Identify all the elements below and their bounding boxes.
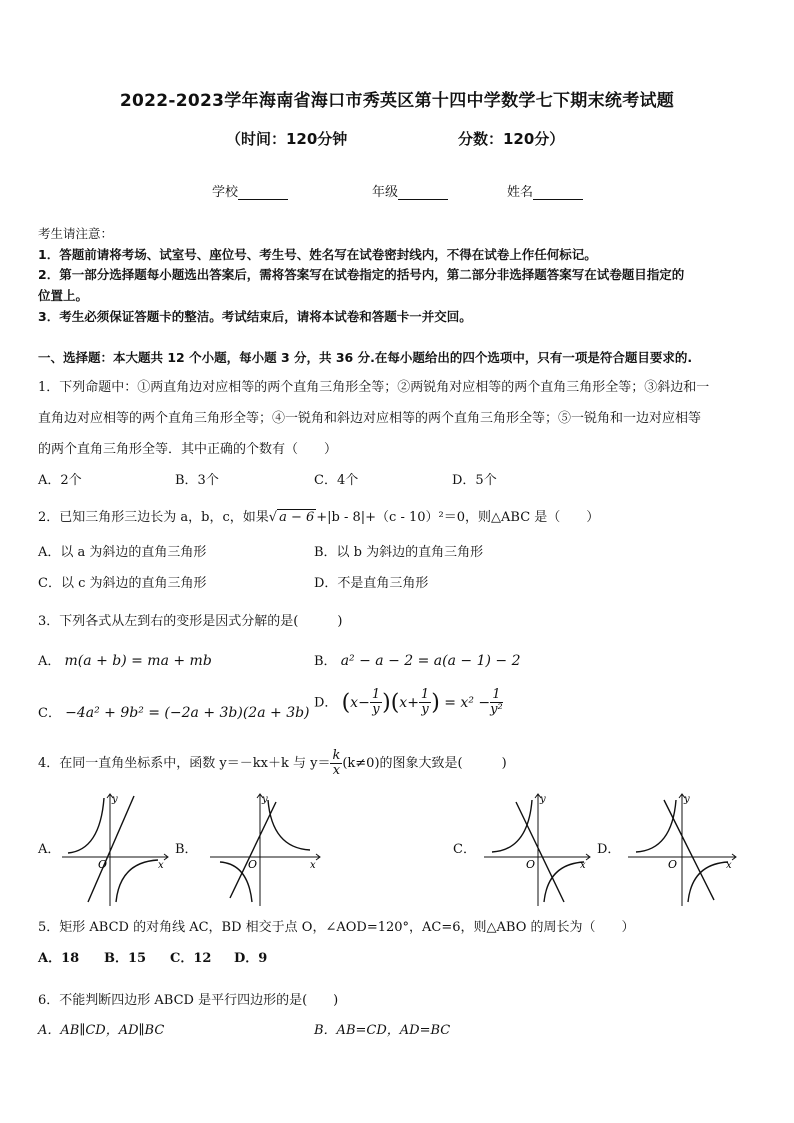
- line-graph: [88, 796, 134, 902]
- origin-label: O: [98, 858, 108, 871]
- numerator: 1: [490, 688, 503, 703]
- fraction-1-over-y: [419, 688, 431, 717]
- q5-option-d: D．9: [234, 951, 268, 966]
- paren: ): [431, 690, 440, 715]
- q3-option-c: [38, 702, 310, 721]
- q4-graph-a: [62, 790, 172, 910]
- q3-expr-d: (x− $\frac{1}{y}$ )(x+ $\frac{1}{y}$ ) = x² − $\frac{1}{\text{y²}}$: [341, 687, 503, 717]
- x-label: x: [580, 860, 586, 871]
- var-x: x: [399, 694, 408, 711]
- line-graph: [230, 802, 276, 898]
- rhs: = x² −: [444, 694, 491, 711]
- hyperbola-branch: [492, 800, 532, 852]
- fraction-1-over-y: [370, 688, 382, 717]
- q2-option-c: C．以 c 为斜边的直角三角形: [38, 576, 207, 591]
- exam-score: 分数：120分）: [458, 130, 565, 148]
- name-field: [507, 181, 583, 200]
- q4-label-d: D．: [597, 842, 621, 857]
- hyperbola-branch: [268, 800, 310, 850]
- x-label: x: [726, 860, 732, 871]
- y-label: y: [684, 794, 690, 805]
- q3-stem: 3．下列各式从左到右的变形是因式分解的是( ): [38, 614, 343, 629]
- q4-pre: 4．在同一直角坐标系中，函数 y＝－kx＋k 与 y＝: [38, 756, 331, 771]
- q5-option-c: C．12: [170, 951, 212, 966]
- y-label: y: [540, 794, 546, 805]
- numerator: 1: [420, 687, 430, 702]
- notice-item: 3．考生必须保证答题卡的整洁。考试结束后，请将本试卷和答题卡一并交回。: [38, 309, 472, 324]
- notice-item: 2．第一部分选择题每小题选出答案后，需将答案写在试卷指定的括号内，第二部分非选择题答案写在试卷题目指定的: [38, 267, 685, 282]
- q2-post: +|b - 8|+（c - 10）²＝0，则△ABC 是（ ）: [316, 510, 600, 525]
- x-label: x: [158, 860, 164, 871]
- q5-option-a: A．18: [38, 951, 80, 966]
- y-label: y: [262, 794, 268, 805]
- q6-option-a: A．AB∥CD，AD∥BC: [38, 1023, 165, 1038]
- grade-blank: [398, 187, 448, 200]
- q1-option-b: B．3个: [175, 473, 219, 488]
- q3-expr-a: m(a + b) = ma + mb: [64, 653, 212, 669]
- paren: (: [390, 690, 400, 715]
- fraction-1-over-y2: [490, 688, 503, 717]
- q3-expr-b: a² − a − 2 = a(a − 1) − 2: [340, 653, 521, 669]
- section-heading: 一、选择题：本大题共 12 个小题，每小题 3 分，共 36 分.在每小题给出的四个选项中，只有一项是符合题目要求的.: [38, 350, 693, 365]
- hyperbola-branch: [688, 862, 728, 902]
- q1-option-d: D．5个: [452, 473, 497, 488]
- q5-option-b: B．15: [104, 951, 147, 966]
- paren: ): [382, 690, 391, 715]
- grade-field: [372, 181, 448, 200]
- q1-line: 1．下列命题中：①两直角边对应相等的两个直角三角形全等；②两锐角对应相等的两个直角三角形全等；③斜边和一: [38, 380, 710, 395]
- notice-item: 1．答题前请将考场、试室号、座位号、考生号、姓名写在试卷密封线内，不得在试卷上作任何标记。: [38, 247, 597, 262]
- line-graph: [516, 802, 564, 902]
- page-title: 2022-2023学年海南省海口市秀英区第十四中学数学七下期末统考试题: [119, 91, 675, 111]
- denominator: y: [421, 702, 429, 717]
- q3-label-d: D．: [314, 695, 338, 711]
- q3-label-a: A．: [38, 654, 61, 669]
- q2-pre: 2．已知三角形三边长为 a，b，c，如果: [38, 510, 269, 525]
- denominator: x: [332, 763, 341, 778]
- hyperbola-branch: [68, 798, 104, 853]
- q5-stem: 5．矩形 ABCD 的对角线 AC，BD 相交于点 O，∠AOD=120°，AC=6，则△ABO 的周长为（ ）: [38, 920, 635, 935]
- grade-label: 年级: [372, 185, 399, 200]
- q4-graph-b: [210, 790, 325, 910]
- q4-graph-c: [484, 790, 594, 910]
- q1-line: 直角边对应相等的两个直角三角形全等；④一锐角和斜边对应相等的两个直角三角形全等；⑤一锐角和一边对应相等: [38, 411, 702, 426]
- q2-option-d: D．不是直角三角形: [314, 576, 429, 591]
- q2-stem: [38, 506, 599, 525]
- q1-option-c: C．4个: [314, 473, 359, 488]
- exam-time: （时间：120分钟: [226, 130, 348, 148]
- notice-heading: 考生请注意：: [38, 226, 114, 241]
- numerator: 1: [371, 687, 381, 702]
- origin-label: O: [526, 858, 536, 871]
- q3-label-c: C．: [38, 706, 61, 721]
- q3-option-d: [314, 688, 503, 717]
- denominator: y²: [490, 702, 503, 717]
- var-x: x: [350, 694, 359, 711]
- hyperbola-branch: [544, 862, 584, 902]
- line-graph: [664, 800, 714, 900]
- q2-option-a: A．以 a 为斜边的直角三角形: [38, 545, 207, 560]
- q1-line: 的两个直角三角形全等．其中正确的个数有（ ）: [38, 442, 338, 457]
- school-label: 学校: [212, 185, 239, 200]
- notice-item: 位置上。: [38, 288, 89, 303]
- q3-label-b: B．: [314, 654, 337, 669]
- hyperbola-branch: [636, 800, 676, 852]
- fraction-k-over-x: [330, 749, 342, 778]
- q4-label-a: A．: [38, 842, 61, 857]
- q1-option-a: A．2个: [38, 473, 82, 488]
- origin-label: O: [668, 858, 678, 871]
- numerator: k: [332, 748, 341, 763]
- name-label: 姓名: [507, 185, 534, 200]
- x-label: x: [310, 860, 316, 871]
- origin-label: O: [248, 858, 258, 871]
- q4-label-c: C．: [453, 842, 476, 857]
- q2-option-b: B．以 b 为斜边的直角三角形: [314, 545, 484, 560]
- y-label: y: [112, 794, 118, 805]
- sqrt-symbol: √: [268, 510, 278, 525]
- q3-option-a: [38, 650, 212, 669]
- school-blank: [238, 187, 288, 200]
- paren: (: [341, 690, 351, 715]
- denominator: y: [372, 702, 380, 717]
- q2-sqrt: a − 6: [279, 510, 315, 525]
- q4-label-b: B．: [175, 842, 198, 857]
- q4-post: (k≠0)的图象大致是( ): [342, 756, 507, 771]
- q4-stem: [38, 749, 507, 778]
- q6-option-b: B．AB=CD，AD=BC: [314, 1023, 451, 1038]
- school-field: [212, 181, 288, 200]
- q3-option-b: [314, 650, 521, 669]
- name-blank: [533, 187, 583, 200]
- hyperbola-branch: [116, 860, 158, 902]
- q6-stem: 6．不能判断四边形 ABCD 是平行四边形的是( ): [38, 993, 339, 1008]
- q3-expr-c: −4a² + 9b² = (−2a + 3b)(2a + 3b): [65, 705, 310, 721]
- q4-graph-d: [628, 790, 740, 910]
